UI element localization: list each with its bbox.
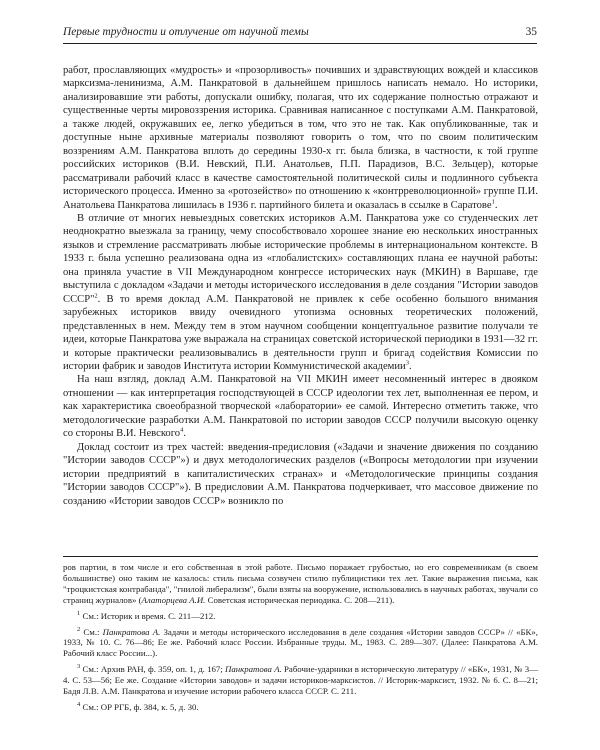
paragraph: работ, прославляющих «мудрость» и «прозорливость» почивших и здравствующих вождей и классиков марксизма-ленинизма, А.М. Панкратовой в дальнейшем пришлось написать немало. Но историки, анализировавшие эти работы, допускали ошибку, полагая, что их содержание полностью отражают и существенные черты мировоззрения историка. Сравнивая написанное с поступками А.М. Панкратовой, а также людей, окружавших ее, легко убедиться в том, что это не так. Как опубликованные, так и доступные ныне архивные материалы позволяют говорить о том, что по своим политическим воззрениям А.М. Панкратова вплоть до середины 1930-х гг. была близка, в частности, к той группе российских историков (В.И. Невский, П.И. Анатольев, П.П. Парадизов, В.С. Зельцер), которые рассматривали рабочий класс в качестве самостоятельной политической силы и подлинного субъекта исторического процесса. Именно за «ротозейство» по отношению к «контрреволюционной» группе П.И. Анатольева Панкратова лишилась в 1936 г. партийного билета и оказалась в ссылке в Саратове$^1$.: [63, 65, 538, 211]
footnote: $^4$ См.: ОР РГБ, ф. 384, к. 5, д. 30.: [77, 701, 199, 712]
page-number: 35: [525, 26, 537, 38]
main-text: [63, 64, 538, 508]
footnotes: [63, 562, 538, 713]
running-title: Первые трудности и отлучение от научной темы: [63, 26, 309, 38]
paragraph: На наш взгляд, доклад А.М. Панкратовой на VII МКИН имеет несомненный интерес в двояком отношении — как интерпретация господствующей в СССР идеологии тех лет, выполненная ее пером, и как характеристика своеобразной творческой «лаборатории» ее самой. Интересно отметить также, что методологические разработки А.М. Панкратовой по истории заводов СССР получили высокую оценку со стороны В.И. Невского$^4$.: [63, 374, 538, 440]
footnote-continuation: ров партии, в том числе и его собственная в этой работе. Письмо поражает грубостью, но его современникам (в своем большинстве) оно таким не казалось: стиль письма созвучен стилю публицистики тех лет. Такие выражения письма, как "троцкистская контрабанда", "гнилой либерализм", были взяты на вооружение, использовались в научных работах, звучали со страниц журналов» (Алаторцева А.И. Советская историческая периодика. С. 208—211).: [63, 562, 539, 605]
footnote: $^3$ См.: Архив РАН, ф. 359, оп. 1, д. 167; Панкратова А. Рабочие-ударники в историческую литературу // «БК», 1931, № 3—4. С. 53—56; Ее же. Создание «Истории заводов» и задачи историков-марксистов. // Историк-марксист, 1932. № 6. С. 8—21; Бадя Л.В. А.М. Панкратова и изучение истории рабочего класса СССР. С. 211.: [63, 663, 538, 697]
paragraph: Доклад состоит из трех частей: введения-предисловия («Задачи и значение движения по созданию "Истории заводов СССР"») и двух методологических разделов («Вопросы методологии при изучении истории предприятий в капиталистических странах» и «Методологические принципы создания "Истории заводов СССР"»). В предисловии А.М. Панкратова подчеркивает, что массовое движение по созданию «Истории заводов СССР» возникло по: [63, 441, 538, 507]
footnote: $^2$ См.: Панкратова А. Задачи и методы исторического исследования в деле создания «Истории заводов СССР» // «БК», 1933, № 10. С. 76—86; Ее же. Рабочий класс России. Избранные труды. М., 1983. С. 289—307. (Далее: Панкратова А.М. Рабочий класс России...).: [63, 625, 538, 659]
footnote: $^1$ См.: Историк и время. С. 211—212.: [77, 609, 216, 621]
header-rule: [63, 43, 537, 44]
page-header: [63, 26, 537, 38]
footnote-rule: [63, 556, 538, 557]
paragraph: В отличие от многих невыездных советских историков А.М. Панкратова уже со студенческих лет неоднократно выезжала за границу, чему способствовало хорошее знание ею нескольких иностранных языков и стремление рассматривать любые исторические проблемы в интернациональном контексте. В 1933 г. была успешно реализована одна из «глобалистских» составляющих плана ее научной работы: она приняла участие в VII Международном конгрессе исторических наук (МКИН) в Варшаве, где выступила с докладом «Задачи и методы исторического исследования в деле создания "Истории заводов СССР"$^2$. В то время доклад А.М. Панкратовой не привлек к себе особенно большого внимания зарубежных историков ввиду очевидного утопизма основных теоретических положений, представленных в нем. Между тем в этом научном сообщении концептуальное развитие получали те идеи, которые Панкратова уже выражала на страницах советской исторической периодики в 1931—32 гг. и которые практически реализовывались в деятельности групп и бригад содействия Комиссии по истории фабрик и заводов Института истории Коммунистической академии$^3$.: [63, 212, 538, 372]
